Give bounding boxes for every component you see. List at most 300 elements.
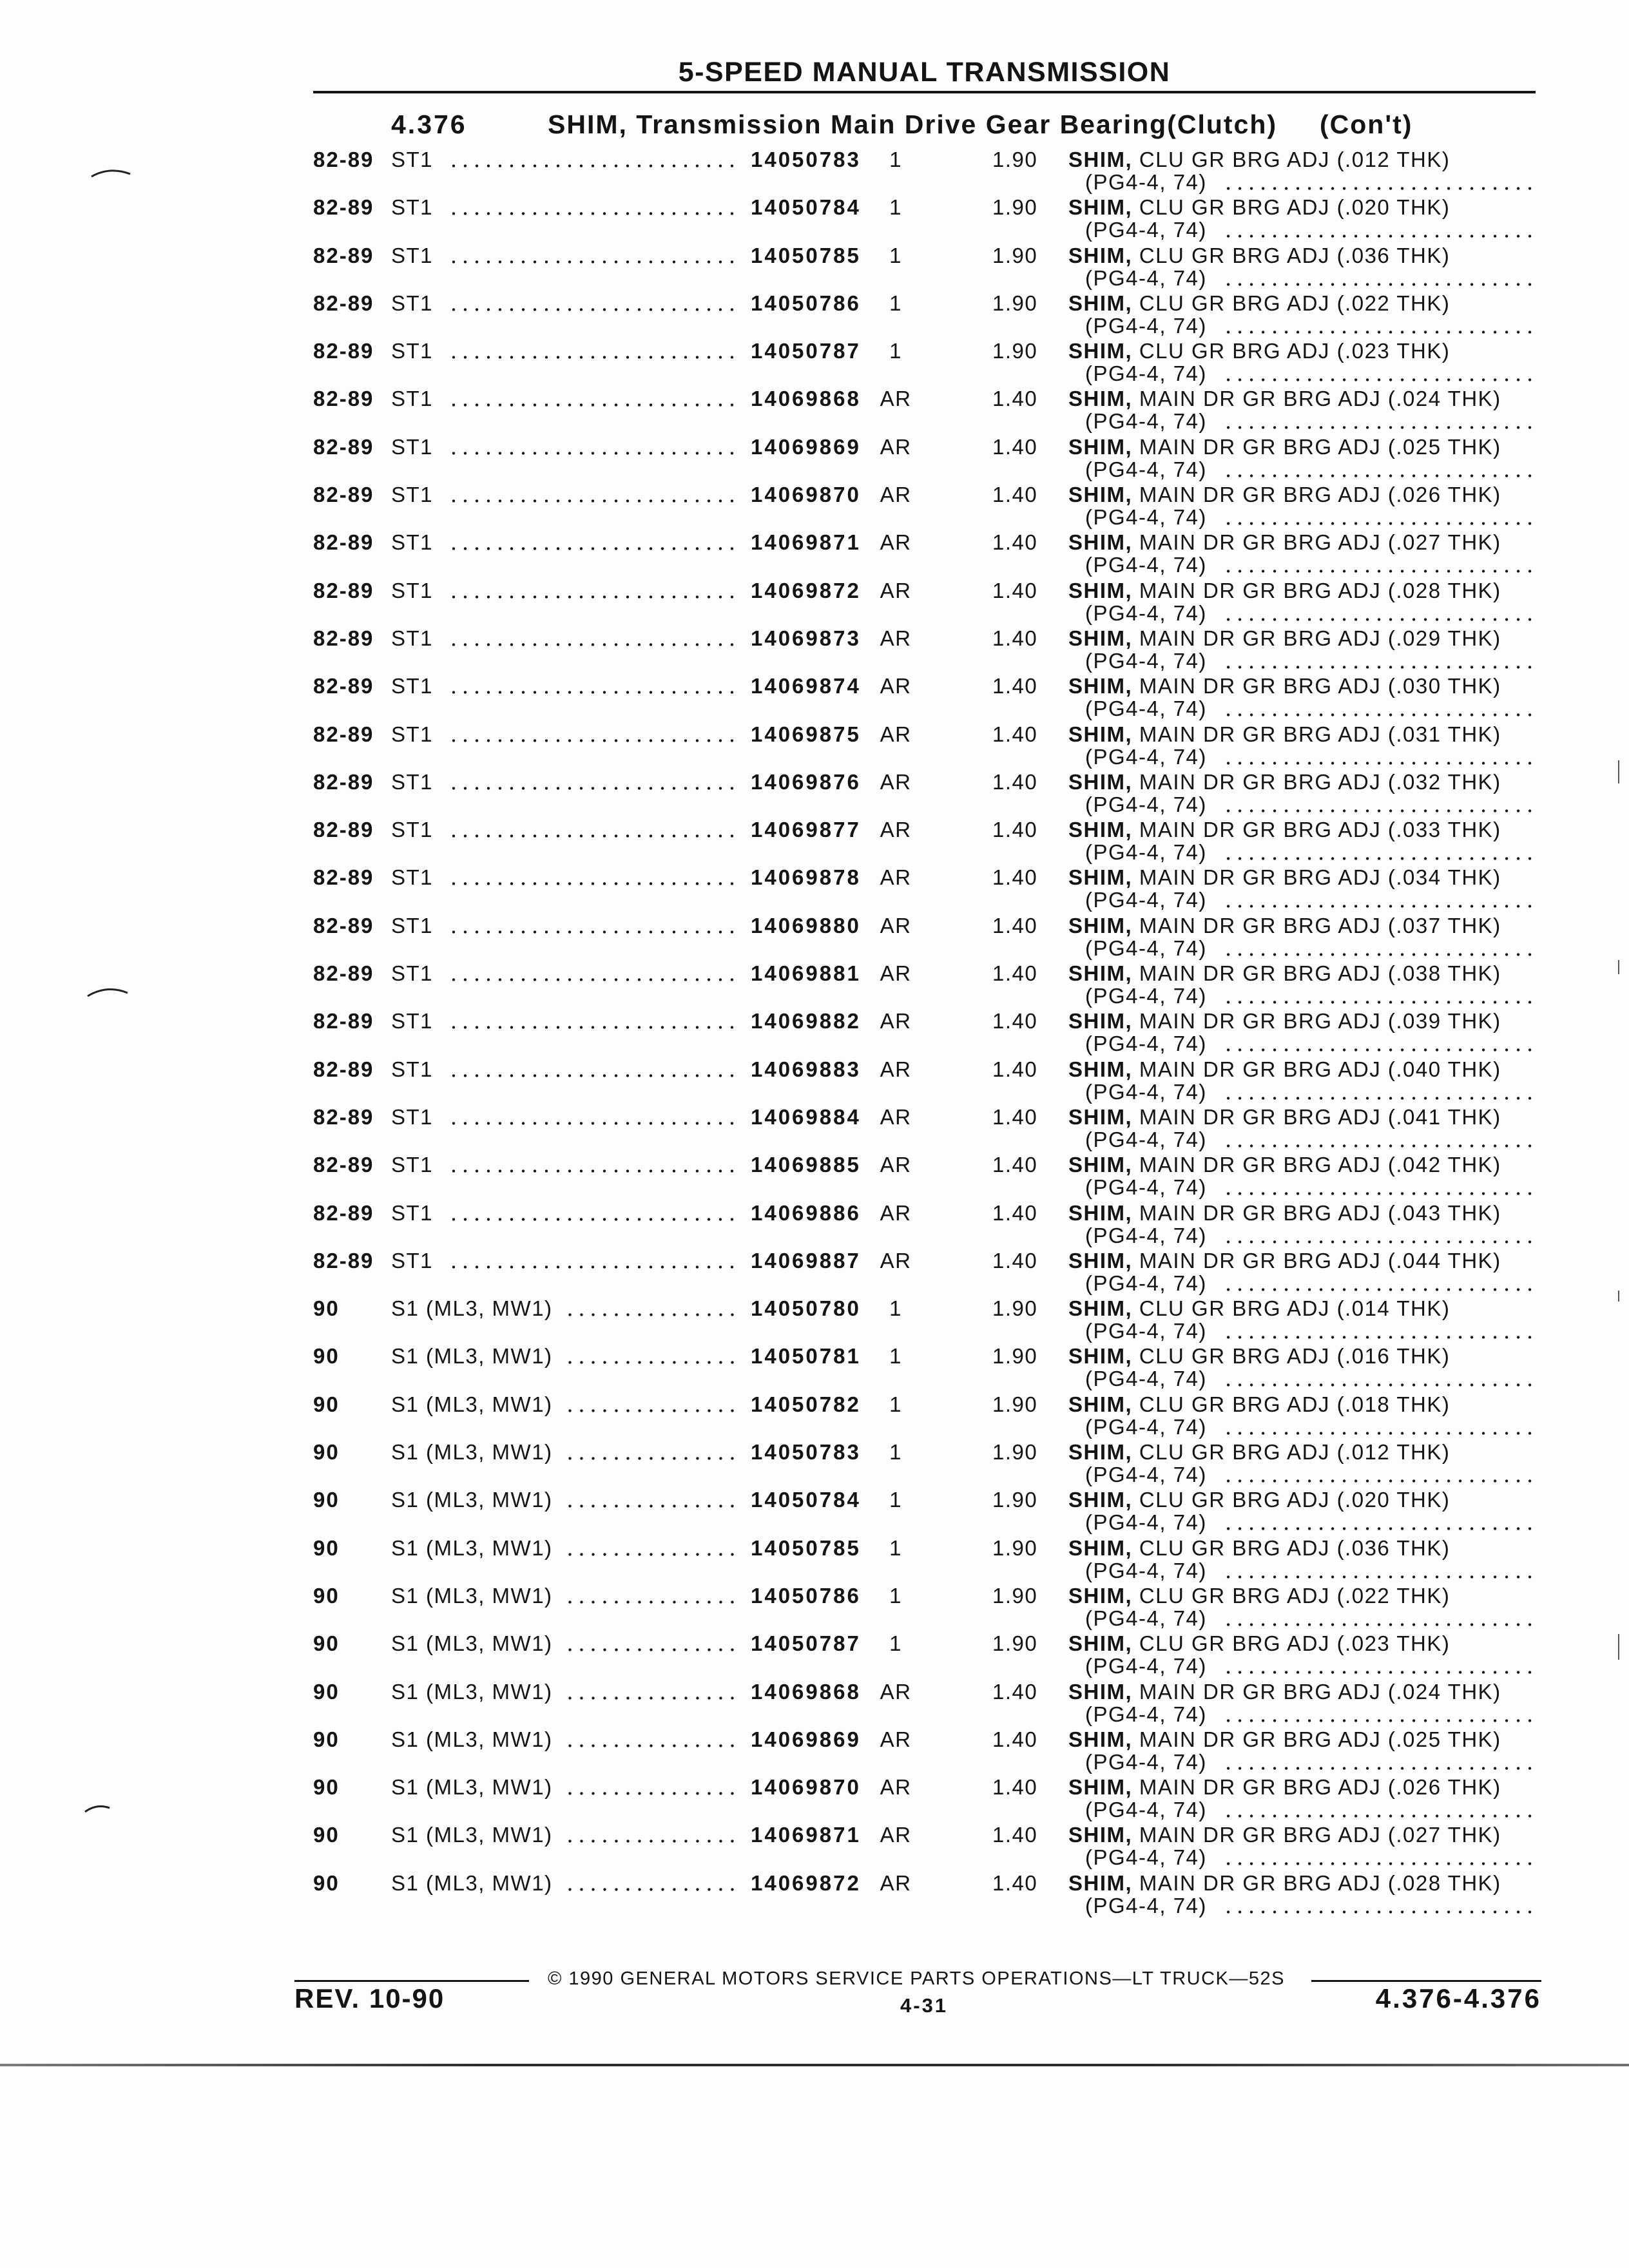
part-number: 14069871 — [751, 1823, 861, 1847]
reference-cell — [1085, 1463, 1536, 1486]
model-code: S1 (ML3, MW1) — [391, 1775, 553, 1800]
footer-rule-right — [1311, 1980, 1541, 1982]
quantity: AR — [880, 1679, 912, 1704]
quantity: 1 — [889, 195, 902, 220]
model-code: ST1 — [391, 626, 434, 650]
part-number: 14069877 — [751, 818, 861, 842]
model-year: 90 — [313, 1631, 340, 1656]
price: 1.40 — [992, 674, 1038, 698]
reference-cell — [1085, 602, 1536, 624]
model-year: 82-89 — [313, 434, 374, 459]
description-label: SHIM, — [1068, 769, 1133, 794]
price: 1.40 — [992, 818, 1038, 842]
description — [1068, 866, 1501, 889]
parts-row — [0, 1776, 1629, 1823]
reference-cell — [1085, 1511, 1536, 1533]
quantity: AR — [880, 1727, 912, 1751]
description — [1068, 1153, 1501, 1176]
description-text: MAIN DR GR BRG ADJ (.024 THK) — [1139, 1679, 1501, 1704]
description-label: SHIM, — [1068, 626, 1133, 650]
illustration-reference: (PG4-4, 74) — [1085, 840, 1207, 865]
part-number: 14050785 — [751, 1535, 861, 1560]
description-label: SHIM, — [1068, 1200, 1133, 1225]
quantity: AR — [880, 387, 912, 411]
description-label: SHIM, — [1068, 578, 1133, 602]
part-number: 14069880 — [751, 913, 861, 937]
description — [1068, 148, 1450, 171]
description-text: MAIN DR GR BRG ADJ (.026 THK) — [1139, 1775, 1501, 1800]
quantity: AR — [880, 913, 912, 937]
reference-cell — [1085, 1894, 1536, 1917]
illustration-reference: (PG4-4, 74) — [1085, 1271, 1207, 1295]
parts-row — [0, 914, 1629, 962]
description — [1068, 723, 1501, 745]
description-label: SHIM, — [1068, 1057, 1133, 1081]
illustration-reference: (PG4-4, 74) — [1085, 1079, 1207, 1104]
price: 1.90 — [992, 1488, 1038, 1512]
model-code: S1 (ML3, MW1) — [391, 1679, 553, 1704]
description-text: MAIN DR GR BRG ADJ (.026 THK) — [1139, 483, 1501, 507]
illustration-reference: (PG4-4, 74) — [1085, 553, 1207, 577]
part-number: 14069874 — [751, 674, 861, 698]
illustration-reference: (PG4-4, 74) — [1085, 170, 1207, 194]
dot-leader — [447, 403, 738, 407]
illustration-reference: (PG4-4, 74) — [1085, 792, 1207, 816]
dot-leader — [447, 882, 738, 885]
description-label: SHIM, — [1068, 1009, 1133, 1033]
price: 1.40 — [992, 626, 1038, 650]
reference-cell — [1085, 985, 1536, 1007]
description-label: SHIM, — [1068, 243, 1133, 267]
part-number: 14069875 — [751, 722, 861, 746]
part-number: 14050786 — [751, 1583, 861, 1608]
model-cell — [391, 1823, 738, 1846]
price: 1.90 — [992, 1583, 1038, 1608]
illustration-reference: (PG4-4, 74) — [1085, 1127, 1207, 1151]
dot-leader — [447, 212, 738, 215]
reference-cell — [1085, 1081, 1536, 1103]
description — [1068, 292, 1450, 314]
model-code: ST1 — [391, 530, 434, 555]
price: 1.40 — [992, 1057, 1038, 1081]
reference-cell — [1085, 171, 1536, 193]
description-text: CLU GR BRG ADJ (.014 THK) — [1139, 1296, 1451, 1321]
reference-cell — [1085, 218, 1536, 241]
dot-leader — [1221, 1144, 1536, 1148]
parts-row — [0, 387, 1629, 435]
description — [1068, 1632, 1450, 1655]
parts-row — [0, 962, 1629, 1010]
illustration-reference: (PG4-4, 74) — [1085, 1032, 1207, 1056]
quantity: AR — [880, 722, 912, 746]
model-code: ST1 — [391, 1009, 434, 1033]
parts-row — [0, 1058, 1629, 1106]
description — [1068, 1872, 1501, 1894]
quantity: 1 — [889, 243, 902, 267]
description-label: SHIM, — [1068, 1296, 1133, 1321]
model-cell — [391, 1441, 738, 1463]
description — [1068, 340, 1450, 362]
part-number: 14069869 — [751, 1727, 861, 1751]
illustration-reference: (PG4-4, 74) — [1085, 1702, 1207, 1726]
dot-leader — [1221, 953, 1536, 956]
dot-leader — [1221, 1910, 1536, 1914]
model-code: ST1 — [391, 434, 434, 459]
description — [1068, 244, 1450, 267]
description-label: SHIM, — [1068, 1679, 1133, 1704]
model-year: 90 — [313, 1727, 340, 1751]
title-underline — [313, 91, 1536, 93]
reference-cell — [1085, 745, 1536, 768]
price: 1.90 — [992, 243, 1038, 267]
description-label: SHIM, — [1068, 1153, 1133, 1177]
description-text: CLU GR BRG ADJ (.012 THK) — [1139, 1440, 1451, 1465]
dot-leader — [447, 930, 738, 934]
dot-leader — [447, 834, 738, 838]
model-cell — [391, 244, 738, 267]
description-text: CLU GR BRG ADJ (.016 THK) — [1139, 1344, 1451, 1369]
part-number: 14069868 — [751, 1679, 861, 1704]
model-code: S1 (ML3, MW1) — [391, 1583, 553, 1608]
reference-cell — [1085, 649, 1536, 672]
description-text: CLU GR BRG ADJ (.023 THK) — [1139, 339, 1451, 363]
illustration-reference: (PG4-4, 74) — [1085, 984, 1207, 1008]
quantity: AR — [880, 818, 912, 842]
model-year: 90 — [313, 1823, 340, 1847]
price: 1.40 — [992, 1009, 1038, 1033]
model-year: 82-89 — [313, 722, 374, 746]
description-text: CLU GR BRG ADJ (.022 THK) — [1139, 1583, 1451, 1608]
reference-cell — [1085, 1320, 1536, 1342]
section-title: SHIM, Transmission Main Drive Gear Bearing(Clutch) — [548, 110, 1278, 139]
part-number: 14069878 — [751, 865, 861, 890]
model-year: 82-89 — [313, 387, 374, 411]
section-range: 4.376-4.376 — [1375, 1983, 1541, 2013]
description — [1068, 1249, 1501, 1272]
part-number: 14069881 — [751, 961, 861, 986]
parts-row — [0, 148, 1629, 196]
dot-leader — [1221, 522, 1536, 525]
description — [1068, 1106, 1501, 1128]
model-cell — [391, 1202, 738, 1224]
quantity: AR — [880, 769, 912, 794]
dot-leader — [1221, 1719, 1536, 1722]
part-number: 14069883 — [751, 1057, 861, 1081]
model-code: ST1 — [391, 483, 434, 507]
dot-leader — [567, 1648, 738, 1651]
quantity: AR — [880, 578, 912, 602]
description-label: SHIM, — [1068, 434, 1133, 459]
illustration-reference: (PG4-4, 74) — [1085, 936, 1207, 960]
quantity: 1 — [889, 1296, 902, 1321]
dot-leader — [1221, 1001, 1536, 1004]
description-label: SHIM, — [1068, 483, 1133, 507]
dot-leader — [1221, 1862, 1536, 1865]
price: 1.40 — [992, 1200, 1038, 1225]
description-label: SHIM, — [1068, 961, 1133, 986]
dot-leader — [447, 787, 738, 790]
dot-leader — [447, 1169, 738, 1173]
quantity: AR — [880, 483, 912, 507]
description-label: SHIM, — [1068, 1488, 1133, 1512]
dot-leader — [1221, 713, 1536, 716]
dot-leader — [1221, 1097, 1536, 1100]
description — [1068, 1584, 1450, 1607]
reference-cell — [1085, 1367, 1536, 1390]
part-number: 14050787 — [751, 1631, 861, 1656]
parts-row — [0, 1823, 1629, 1871]
description-text: MAIN DR GR BRG ADJ (.024 THK) — [1139, 387, 1501, 411]
quantity: 1 — [889, 291, 902, 315]
model-year: 90 — [313, 1392, 340, 1416]
dot-leader — [1221, 1671, 1536, 1674]
dot-leader — [1221, 809, 1536, 812]
dot-leader — [1221, 666, 1536, 669]
model-year: 82-89 — [313, 243, 374, 267]
dot-leader — [1221, 426, 1536, 429]
dot-leader — [1221, 1623, 1536, 1626]
dot-leader — [567, 1313, 738, 1316]
model-code: ST1 — [391, 339, 434, 363]
dot-leader — [1221, 235, 1536, 238]
description-label: SHIM, — [1068, 1583, 1133, 1608]
description-text: CLU GR BRG ADJ (.023 THK) — [1139, 1631, 1451, 1656]
description-label: SHIM, — [1068, 1104, 1133, 1129]
parts-row — [0, 818, 1629, 866]
continued-label: (Con't) — [1320, 110, 1413, 139]
description-label: SHIM, — [1068, 1775, 1133, 1800]
model-year: 82-89 — [313, 1200, 374, 1225]
price: 1.40 — [992, 1248, 1038, 1273]
description-text: CLU GR BRG ADJ (.012 THK) — [1139, 148, 1451, 171]
description-text: MAIN DR GR BRG ADJ (.037 THK) — [1139, 913, 1501, 937]
parts-row — [0, 1153, 1629, 1201]
description — [1068, 1823, 1501, 1846]
part-number: 14050781 — [751, 1344, 861, 1369]
description — [1068, 1393, 1450, 1416]
dot-leader — [1221, 378, 1536, 381]
description-text: CLU GR BRG ADJ (.020 THK) — [1139, 1488, 1451, 1512]
illustration-reference: (PG4-4, 74) — [1085, 1654, 1207, 1678]
description-text: MAIN DR GR BRG ADJ (.031 THK) — [1139, 722, 1501, 746]
parts-row — [0, 771, 1629, 818]
parts-row — [0, 1537, 1629, 1584]
description — [1068, 1297, 1450, 1320]
price: 1.90 — [992, 339, 1038, 363]
model-year: 82-89 — [313, 1057, 374, 1081]
description-text: MAIN DR GR BRG ADJ (.029 THK) — [1139, 626, 1501, 650]
part-number: 14050786 — [751, 291, 861, 315]
model-code: ST1 — [391, 913, 434, 937]
dot-leader — [1221, 618, 1536, 621]
dot-leader — [1221, 1336, 1536, 1339]
price: 1.40 — [992, 1870, 1038, 1895]
price: 1.40 — [992, 434, 1038, 459]
page-title: 5-SPEED MANUAL TRANSMISSION — [678, 57, 1171, 88]
description-label: SHIM, — [1068, 1344, 1133, 1369]
illustration-reference: (PG4-4, 74) — [1085, 218, 1207, 242]
reference-cell — [1085, 1224, 1536, 1247]
price: 1.40 — [992, 913, 1038, 937]
description-label: SHIM, — [1068, 1248, 1133, 1273]
model-code: ST1 — [391, 291, 434, 315]
model-cell — [391, 675, 738, 697]
illustration-reference: (PG4-4, 74) — [1085, 697, 1207, 721]
dot-leader — [567, 1457, 738, 1460]
parts-row — [0, 675, 1629, 722]
description — [1068, 1776, 1501, 1798]
description — [1068, 196, 1450, 218]
model-code: ST1 — [391, 578, 434, 602]
model-year: 82-89 — [313, 769, 374, 794]
quantity: 1 — [889, 1631, 902, 1656]
model-year: 90 — [313, 1488, 340, 1512]
dot-leader — [567, 1792, 738, 1795]
description — [1068, 1058, 1501, 1081]
model-cell — [391, 1776, 738, 1798]
description-text: CLU GR BRG ADJ (.018 THK) — [1139, 1392, 1451, 1416]
quantity: AR — [880, 1104, 912, 1129]
part-number: 14050787 — [751, 339, 861, 363]
dot-leader — [567, 1553, 738, 1556]
quantity: AR — [880, 865, 912, 890]
quantity: 1 — [889, 339, 902, 363]
model-cell — [391, 1249, 738, 1272]
price: 1.40 — [992, 530, 1038, 555]
illustration-reference: (PG4-4, 74) — [1085, 744, 1207, 769]
description-label: SHIM, — [1068, 291, 1133, 315]
model-year: 90 — [313, 1344, 340, 1369]
description-label: SHIM, — [1068, 1727, 1133, 1751]
model-cell — [391, 914, 738, 937]
price: 1.90 — [992, 148, 1038, 171]
reference-cell — [1085, 553, 1536, 576]
dot-leader — [447, 499, 738, 503]
dot-leader — [447, 547, 738, 550]
model-year: 90 — [313, 1679, 340, 1704]
price: 1.40 — [992, 1727, 1038, 1751]
dot-leader — [447, 1122, 738, 1125]
illustration-reference: (PG4-4, 74) — [1085, 1606, 1207, 1630]
reference-cell — [1085, 506, 1536, 528]
part-number: 14069887 — [751, 1248, 861, 1273]
part-number: 14050785 — [751, 243, 861, 267]
model-cell — [391, 292, 738, 314]
model-code: S1 (ML3, MW1) — [391, 1296, 553, 1321]
description-label: SHIM, — [1068, 1535, 1133, 1560]
model-cell — [391, 962, 738, 985]
quantity: AR — [880, 530, 912, 555]
price: 1.40 — [992, 961, 1038, 986]
model-cell — [391, 771, 738, 793]
description-text: MAIN DR GR BRG ADJ (.043 THK) — [1139, 1200, 1501, 1225]
illustration-reference: (PG4-4, 74) — [1085, 1798, 1207, 1822]
parts-row — [0, 244, 1629, 292]
reference-cell — [1085, 267, 1536, 289]
illustration-reference: (PG4-4, 74) — [1085, 265, 1207, 290]
parts-row — [0, 483, 1629, 531]
dot-leader — [1221, 331, 1536, 334]
model-code: ST1 — [391, 1248, 434, 1273]
parts-row — [0, 1345, 1629, 1392]
quantity: AR — [880, 1248, 912, 1273]
reference-cell — [1085, 314, 1536, 337]
illustration-reference: (PG4-4, 74) — [1085, 1510, 1207, 1535]
description-label: SHIM, — [1068, 195, 1133, 220]
illustration-reference: (PG4-4, 74) — [1085, 1367, 1207, 1391]
illustration-reference: (PG4-4, 74) — [1085, 457, 1207, 481]
part-number: 14050783 — [751, 148, 861, 171]
parts-row — [0, 531, 1629, 579]
illustration-reference: (PG4-4, 74) — [1085, 1845, 1207, 1870]
dot-leader — [567, 1600, 738, 1604]
description-label: SHIM, — [1068, 148, 1133, 171]
illustration-reference: (PG4-4, 74) — [1085, 1463, 1207, 1487]
model-cell — [391, 866, 738, 889]
model-year: 82-89 — [313, 291, 374, 315]
model-code: S1 (ML3, MW1) — [391, 1440, 553, 1465]
part-number: 14069884 — [751, 1104, 861, 1129]
model-cell — [391, 1872, 738, 1894]
dot-leader — [447, 308, 738, 311]
dot-leader — [1221, 1048, 1536, 1052]
model-year: 90 — [313, 1870, 340, 1895]
description-text: CLU GR BRG ADJ (.036 THK) — [1139, 243, 1451, 267]
quantity: 1 — [889, 1344, 902, 1369]
parts-row — [0, 723, 1629, 771]
parts-row — [0, 866, 1629, 914]
quantity: AR — [880, 961, 912, 986]
quantity: AR — [880, 434, 912, 459]
model-year: 82-89 — [313, 339, 374, 363]
parts-row — [0, 436, 1629, 483]
part-number: 14050782 — [751, 1392, 861, 1416]
reference-cell — [1085, 362, 1536, 385]
illustration-reference: (PG4-4, 74) — [1085, 1749, 1207, 1774]
dot-leader — [447, 356, 738, 359]
parts-row — [0, 1584, 1629, 1632]
description-text: MAIN DR GR BRG ADJ (.038 THK) — [1139, 961, 1501, 986]
parts-row — [0, 1872, 1629, 1919]
parts-row — [0, 1680, 1629, 1728]
description-label: SHIM, — [1068, 913, 1133, 937]
model-code: ST1 — [391, 243, 434, 267]
dot-leader — [447, 1265, 738, 1269]
illustration-reference: (PG4-4, 74) — [1085, 1893, 1207, 1917]
illustration-reference: (PG4-4, 74) — [1085, 1175, 1207, 1200]
description-text: MAIN DR GR BRG ADJ (.040 THK) — [1139, 1057, 1501, 1081]
model-year: 82-89 — [313, 530, 374, 555]
model-cell — [391, 436, 738, 458]
description — [1068, 436, 1501, 458]
parts-row — [0, 1393, 1629, 1441]
price: 1.90 — [992, 291, 1038, 315]
model-code: ST1 — [391, 1200, 434, 1225]
reference-cell — [1085, 1032, 1536, 1055]
price: 1.90 — [992, 1392, 1038, 1416]
quantity: 1 — [889, 1488, 902, 1512]
model-code: ST1 — [391, 769, 434, 794]
model-code: ST1 — [391, 1153, 434, 1177]
dot-leader — [1221, 1192, 1536, 1195]
parts-row — [0, 1297, 1629, 1345]
description — [1068, 1345, 1450, 1367]
reference-cell — [1085, 1128, 1536, 1151]
description-text: CLU GR BRG ADJ (.022 THK) — [1139, 291, 1451, 315]
dot-leader — [1221, 1479, 1536, 1483]
model-cell — [391, 1297, 738, 1320]
model-cell — [391, 1010, 738, 1032]
